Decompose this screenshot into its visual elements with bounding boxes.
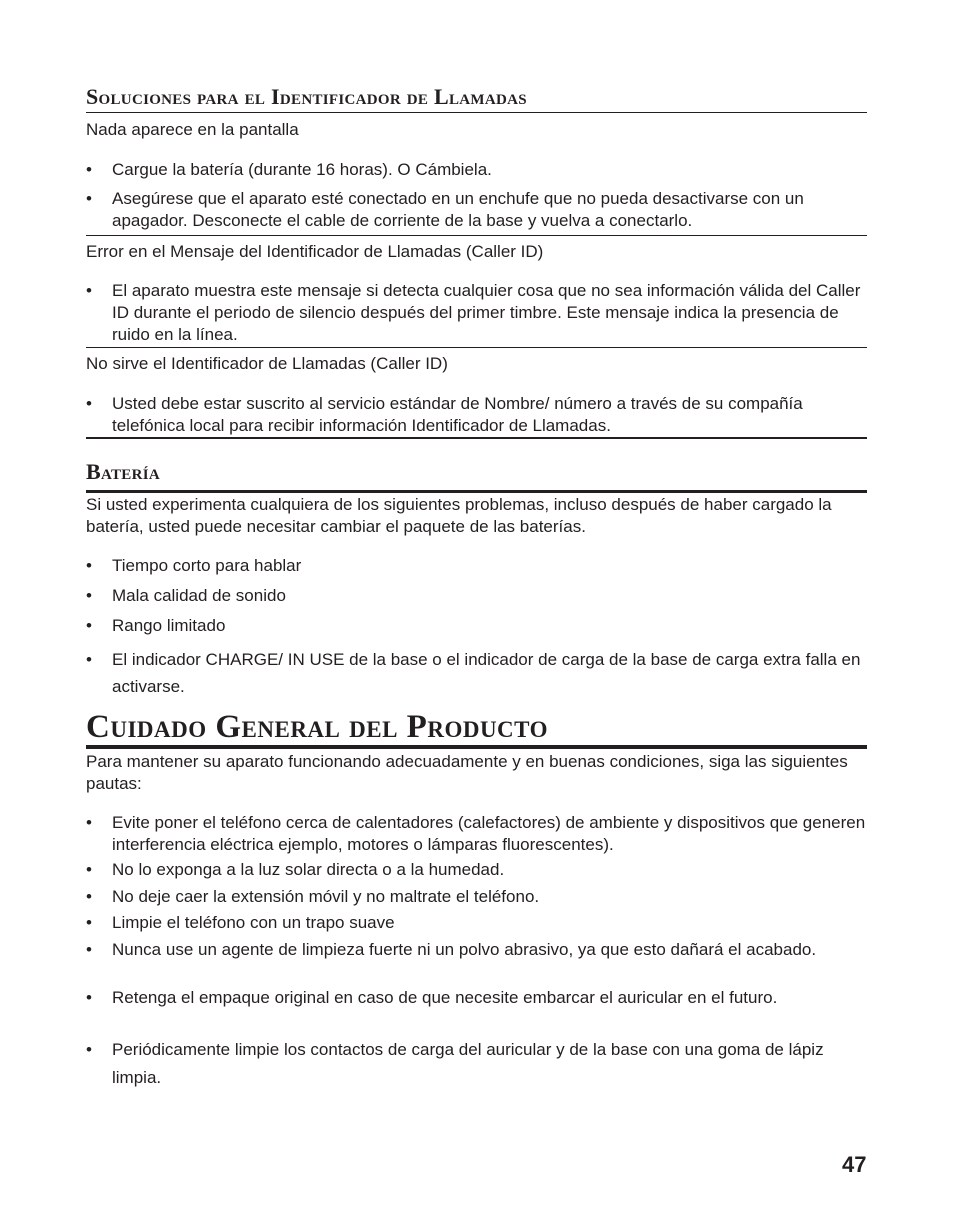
list-item xyxy=(86,555,867,577)
list-item xyxy=(86,939,867,961)
list-item-text: Nunca use un agente de limpieza fuerte ni un polvo abrasivo, ya que esto dañará el acabado. xyxy=(112,940,817,959)
problem-title: Error en el Mensaje del Identificador de Llamadas (Caller ID) xyxy=(86,242,544,261)
list-item-text: Cargue la batería (durante 16 horas). O Cámbiela. xyxy=(112,160,492,179)
list-item xyxy=(86,1036,867,1092)
bullet-marker: • xyxy=(86,650,92,669)
list-item-text: Usted debe estar suscrito al servicio estándar de Nombre/ número a través de su compañía telefónica local para recibir información Identificador de Llamadas. xyxy=(112,394,803,435)
bullet-marker: • xyxy=(86,860,92,879)
bullet-marker: • xyxy=(86,940,92,959)
list-item xyxy=(86,393,867,437)
list-item xyxy=(86,585,867,607)
section-rule xyxy=(86,745,867,749)
bullet-marker: • xyxy=(86,281,92,300)
bullet-marker: • xyxy=(86,160,92,179)
problem-title: No sirve el Identificador de Llamadas (Caller ID) xyxy=(86,354,448,373)
list-item-text: No deje caer la extensión móvil y no maltrate el teléfono. xyxy=(112,887,540,906)
section-rule xyxy=(86,437,867,439)
care-intro: Para mantener su aparato funcionando adecuadamente y en buenas condiciones, siga las siguientes pautas: xyxy=(86,752,848,793)
list-item xyxy=(86,859,867,881)
list-item xyxy=(86,188,867,232)
bullet-marker: • xyxy=(86,394,92,413)
list-item-text: Evite poner el teléfono cerca de calentadores (calefactores) de ambiente y dispositivos que generen interferencia eléctrica ejemplo, motores o lámparas fluorescentes). xyxy=(112,813,866,854)
battery-intro: Si usted experimenta cualquiera de los siguientes problemas, incluso después de haber cargado la batería, usted puede necesitar cambiar el paquete de las baterías. xyxy=(86,495,832,536)
list-item xyxy=(86,646,867,700)
list-item-text: Retenga el empaque original en caso de que necesite embarcar el auricular en el futuro. xyxy=(112,988,778,1007)
section-rule xyxy=(86,112,867,113)
list-item-text: Periódicamente limpie los contactos de carga del auricular y de la base con una goma de lápiz limpia. xyxy=(112,1040,824,1087)
bullet-marker: • xyxy=(86,556,92,575)
care-section-title: Cuidado General del Producto xyxy=(86,709,548,745)
problem-divider xyxy=(86,347,867,348)
list-item xyxy=(86,159,867,181)
problem-divider xyxy=(86,235,867,236)
list-item-text: Tiempo corto para hablar xyxy=(112,556,302,575)
list-item xyxy=(86,812,867,856)
list-item-text: El indicador CHARGE/ IN USE de la base o el indicador de carga de la base de carga extra falla en activarse. xyxy=(112,650,861,696)
section-rule xyxy=(86,490,867,493)
list-item xyxy=(86,987,867,1009)
list-item-text: Limpie el teléfono con un trapo suave xyxy=(112,913,395,932)
list-item-text: El aparato muestra este mensaje si detecta cualquier cosa que no sea información válida del Caller ID durante el periodo de silencio después del primer timbre. Este mensaje indica la presencia de ruido en la línea. xyxy=(112,281,861,344)
list-item-text: Mala calidad de sonido xyxy=(112,586,286,605)
page-number: 47 xyxy=(842,1152,867,1177)
caller-id-section-title: Soluciones para el Identificador de Llamadas xyxy=(86,84,527,109)
bullet-marker: • xyxy=(86,988,92,1007)
list-item-text: Asegúrese que el aparato esté conectado en un enchufe que no pueda desactivarse con un apagador. Desconecte el cable de corriente de la base y vuelva a conectarlo. xyxy=(112,189,804,230)
bullet-marker: • xyxy=(86,813,92,832)
manual-page xyxy=(86,0,867,1215)
bullet-marker: • xyxy=(86,586,92,605)
list-item xyxy=(86,912,867,934)
bullet-marker: • xyxy=(86,616,92,635)
bullet-marker: • xyxy=(86,887,92,906)
list-item xyxy=(86,280,867,346)
bullet-marker: • xyxy=(86,189,92,208)
bullet-marker: • xyxy=(86,913,92,932)
list-item xyxy=(86,615,867,637)
battery-section-title: Batería xyxy=(86,459,161,484)
list-item-text: No lo exponga a la luz solar directa o a la humedad. xyxy=(112,860,505,879)
problem-title: Nada aparece en la pantalla xyxy=(86,120,299,139)
list-item xyxy=(86,886,867,908)
bullet-marker: • xyxy=(86,1040,92,1059)
list-item-text: Rango limitado xyxy=(112,616,226,635)
